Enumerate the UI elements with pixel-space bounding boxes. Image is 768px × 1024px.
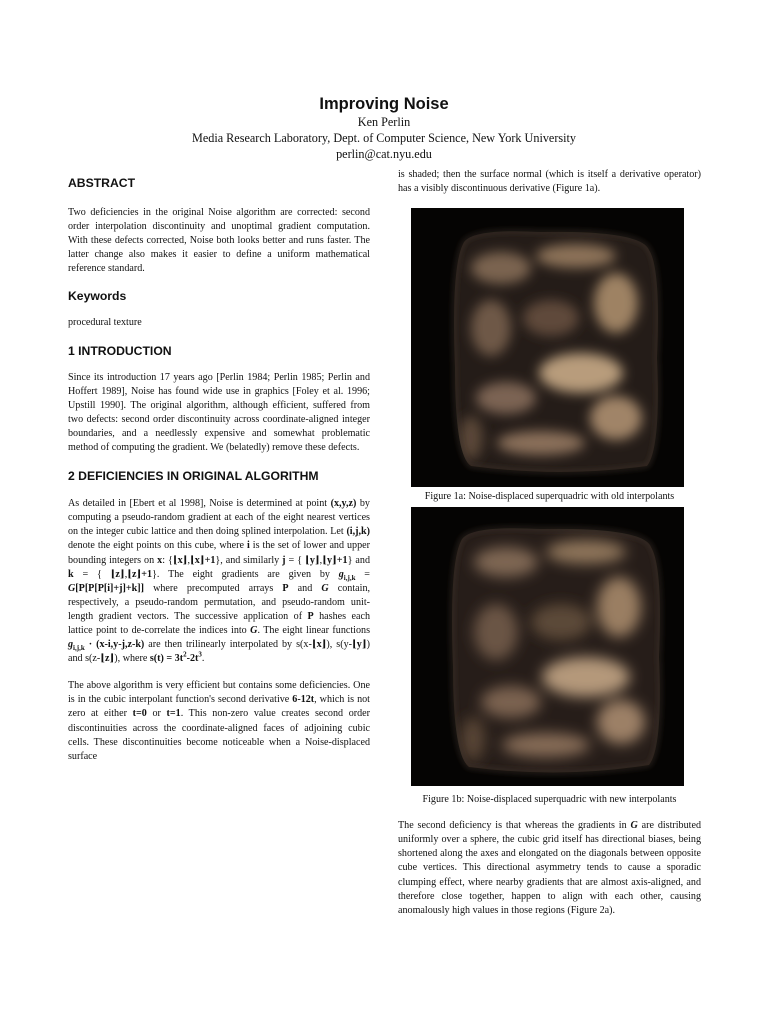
keywords-text: procedural texture: [68, 317, 142, 329]
abstract-heading: ABSTRACT: [68, 176, 136, 190]
figure-1b-caption: Figure 1b: Noise-displaced superquadric with new interpolants: [422, 794, 677, 806]
author-affiliation: Media Research Laboratory, Dept. of Computer Science, New York University: [191, 131, 577, 145]
figure-1b-image: [411, 507, 684, 786]
right-final-paragraph: The second deficiency is that whereas the gradients in G are distributed uniformly over a sphere, the cubic grid itself has directional biases, being shortened along the axes and elongated on the diagonals between opposite cube vertices. This directional asymmetry tends to cause a sporadic clumping effect, where nearby gradients that are almost axis-aligned, and therefore close together, happen to align with each other, causing anomalously high values in those regions (Figure 2a).: [398, 820, 701, 916]
right-intro-text: is shaded; then the surface normal (which is itself a derivative operator) has a visibly discontinuous derivative (Figure 1a).: [398, 169, 701, 195]
noise-superquadric-new-image: [411, 507, 684, 786]
noise-superquadric-old-image: [411, 208, 684, 487]
paper-title: Improving Noise: [319, 95, 449, 113]
figure-1a-caption: Figure 1a: Noise-displaced superquadric with old interpolants: [424, 491, 675, 503]
section-1-text: Since its introduction 17 years ago [Perlin 1984; Perlin 1985; Perlin and Hoffert 1989], Noise has found wide use in graphics [Foley et al. 1996; Upstill 1990]. The original algorithm, although efficient, suffered from two defects: second order discontinuity across coordinate-aligned integer boundaries, and a needlessly expensive and somewhat problematic method of computing the gradient. We (belatedly) remove these defects.: [68, 371, 370, 454]
figure-1a-image: [411, 208, 684, 487]
author-name: Ken Perlin: [357, 115, 411, 129]
author-email[interactable]: perlin@cat.nyu.edu: [336, 147, 432, 161]
section-2-paragraph-1: As detailed in [Ebert et al 1998], Noise is determined at point (x,y,z) by computing a pseudo-random gradient at each of the eight nearest vertices on the integer cubic lattice and then doing splined interpolation. Let (i,j,k) denote the eight points on this cube, where i is the set of lower and upper bounding integers on x: {⌊x⌋,⌊x⌋+1}, and similarly j = { ⌊y⌋,⌊y⌋+1} and k = { ⌊z⌋,⌊z⌋+1}. The eight gradients are given by $g_{i,j,k} = G[P[P[P[i]+j]+k]]$ where precomputed arrays P and G contain, respectively, a pseudo-random permutation, and pseudo-random unit-length gradient vectors. The successive application of P hashes each lattice point to de-correlate the indices into G. The eight linear functions $g_{i,j,k} \cdot (x-i,y-j,z-k)$ are then trilinearly interpolated by s(x-⌊x⌋), s(y-⌊y⌋) and s(z-⌊z⌋), where $s(t) = 3t^2-2t^3$.: [68, 498, 371, 665]
left-column: [68, 168, 370, 764]
section-1-heading: 1 INTRODUCTION: [68, 343, 172, 358]
right-column: [398, 168, 701, 918]
keywords-heading: Keywords: [68, 289, 127, 304]
section-2-heading: 2 DEFICIENCIES IN ORIGINAL ALGORITHM: [68, 469, 319, 484]
abstract-text: Two deficiencies in the original Noise algorithm are corrected: second order interpolation discontinuity and unoptimal gradient computation. With these defects corrected, Noise both looks better and runs faster. The latter change also makes it easier to define a uniform mathematical reference standard.: [68, 207, 370, 275]
paper-header: [0, 94, 768, 162]
section-2-paragraph-2: The above algorithm is very efficient but contains some deficiencies. One is in the cubic interpolant function's second derivative 6-12t, which is not zero at either t=0 or t=1. This non-zero value creates second order discontinuities across the coordinate-aligned faces of adjoining cubic cells. These discontinuities become noticeable when a Noise-displaced surface: [68, 680, 370, 762]
